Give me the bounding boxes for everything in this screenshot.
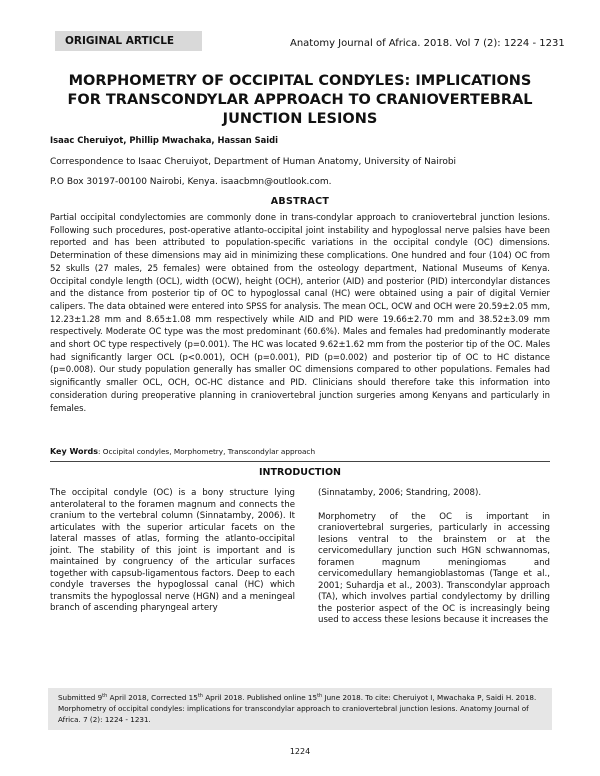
- author-list: Isaac Cheruiyot, Phillip Mwachaka, Hassan Saidi: [50, 135, 279, 145]
- intro-paragraph: The occipital condyle (OC) is a bony structure lying anterolateral to the foramen magnum and connects the cranium to the vertebral column (Sinnatamby, 2006). It articulates with the superior articular facets on the lateral masses of atlas, forming the atlanto-occipital joint. The stability of this joint is important and is maintained by congruency of the articular surfaces together with capsub-ligamentous factors. Deep to each condyle traverses the hypoglossal canal (HC) which transmits the hypoglossal nerve (HGN) and a meningeal branch of ascending pharyngeal artery: [50, 488, 295, 613]
- abstract-text: Partial occipital condylectomies are commonly done in trans-condylar approach to craniovertebral junction lesions. Following such procedures, post-operative atlanto-occipital joint instability and hypoglossal nerve palsies have been reported and has been attributed to population-specific variations in the occipital condyle (OC) dimensions. Determination of these dimensions may aid in minimizing these complications. One hundred and four (104) OC from 52 skulls (27 males, 25 females) were obtained from the osteology department, National Museums of Kenya. Occipital condyle length (OCL), width (OCW), height (OCH), anterior (AID) and posterior (PID) intercondylar distances and the distance from posterior tip of OC to hypoglossal canal (HC) were obtained using a pair of digital Vernier calipers. The data obtained were entered into SPSS for analysis. The mean OCL, OCW and OCH were 20.59±2.05 mm, 12.23±1.28 mm and 8.65±1.08 mm respectively while AID and PID were 19.66±2.70 mm and 38.52±3.09 mm respectively. Moderate OC type was the most predominant (60.6%). Males and females had predominantly moderate and short OC type respectively (p=0.001). The HC was located 9.62±1.62 mm from the posterior tip of the OC. Males had significantly larger OCL (p<0.001), OCH (p=0.001), PID (p=0.002) and posterior tip of OC to HC distance (p=0.008). Our study population generally has smaller OC dimensions compared to other populations. Females had significantly smaller OCL, OCH, OC-HC distance and PID. Clinicians should therefore take this information into consideration during preoperative planning in craniovertebral junction surgeries among Kenyans and particularly in females.: [50, 212, 550, 413]
- title-line: JUNCTION LESIONS: [222, 111, 378, 127]
- citation-footer-box: Submitted 9th April 2018, Corrected 15th April 2018. Published online 15th June 2018. To cite: Cheruiyot I, Mwachaka P, Saidi H. 2018. Morphometry of occipital condyles: implications for transcondylar approach to craniovertebral junction lesions. Anatomy Journal of Africa. 7 (2): 1224 - 1231.: [48, 688, 552, 730]
- keywords-text: : Occipital condyles, Morphometry, Transcondylar approach: [97, 447, 316, 456]
- journal-citation: Anatomy Journal of Africa. 2018. Vol 7 (2): 1224 - 1231: [290, 38, 565, 49]
- abstract-heading: ABSTRACT: [270, 196, 330, 207]
- section-divider: [50, 461, 550, 462]
- page-number: 1224: [289, 747, 311, 756]
- intro-column-left: [50, 488, 295, 615]
- keywords-label: Key Words: [50, 447, 98, 456]
- article-type-badge: ORIGINAL ARTICLE: [55, 31, 202, 51]
- keywords-line: [50, 447, 315, 456]
- paper-title: [50, 72, 550, 129]
- introduction-heading: INTRODUCTION: [259, 467, 341, 478]
- intro-paragraph: (Sinnatamby, 2006; Standring, 2008).: [318, 488, 482, 498]
- title-line: FOR TRANSCONDYLAR APPROACH TO CRANIOVERTEBRAL: [67, 92, 533, 108]
- correspondence-line: Correspondence to Isaac Cheruiyot, Department of Human Anatomy, University of Nairobi: [50, 157, 457, 167]
- title-line: MORPHOMETRY OF OCCIPITAL CONDYLES: IMPLICATIONS: [68, 73, 532, 89]
- intro-column-right: [318, 488, 550, 627]
- intro-paragraph: Morphometry of the OC is important in craniovertebral surgeries, particularly in accessing lesions ventral to the brainstem or at the cervicomedullary junction such HGN schwannomas, foramen magnum meningiomas and cervicomedullary hemangioblastomas (Tange et al., 2001; Suhardja et al., 2003). Transcondylar approach (TA), which involves partial condylectomy by drilling the posterior aspect of the OC is increasingly being used to access these lesions because it increases the: [318, 511, 550, 625]
- address-line: P.O Box 30197-00100 Nairobi, Kenya. isaacbmn@outlook.com.: [50, 177, 332, 187]
